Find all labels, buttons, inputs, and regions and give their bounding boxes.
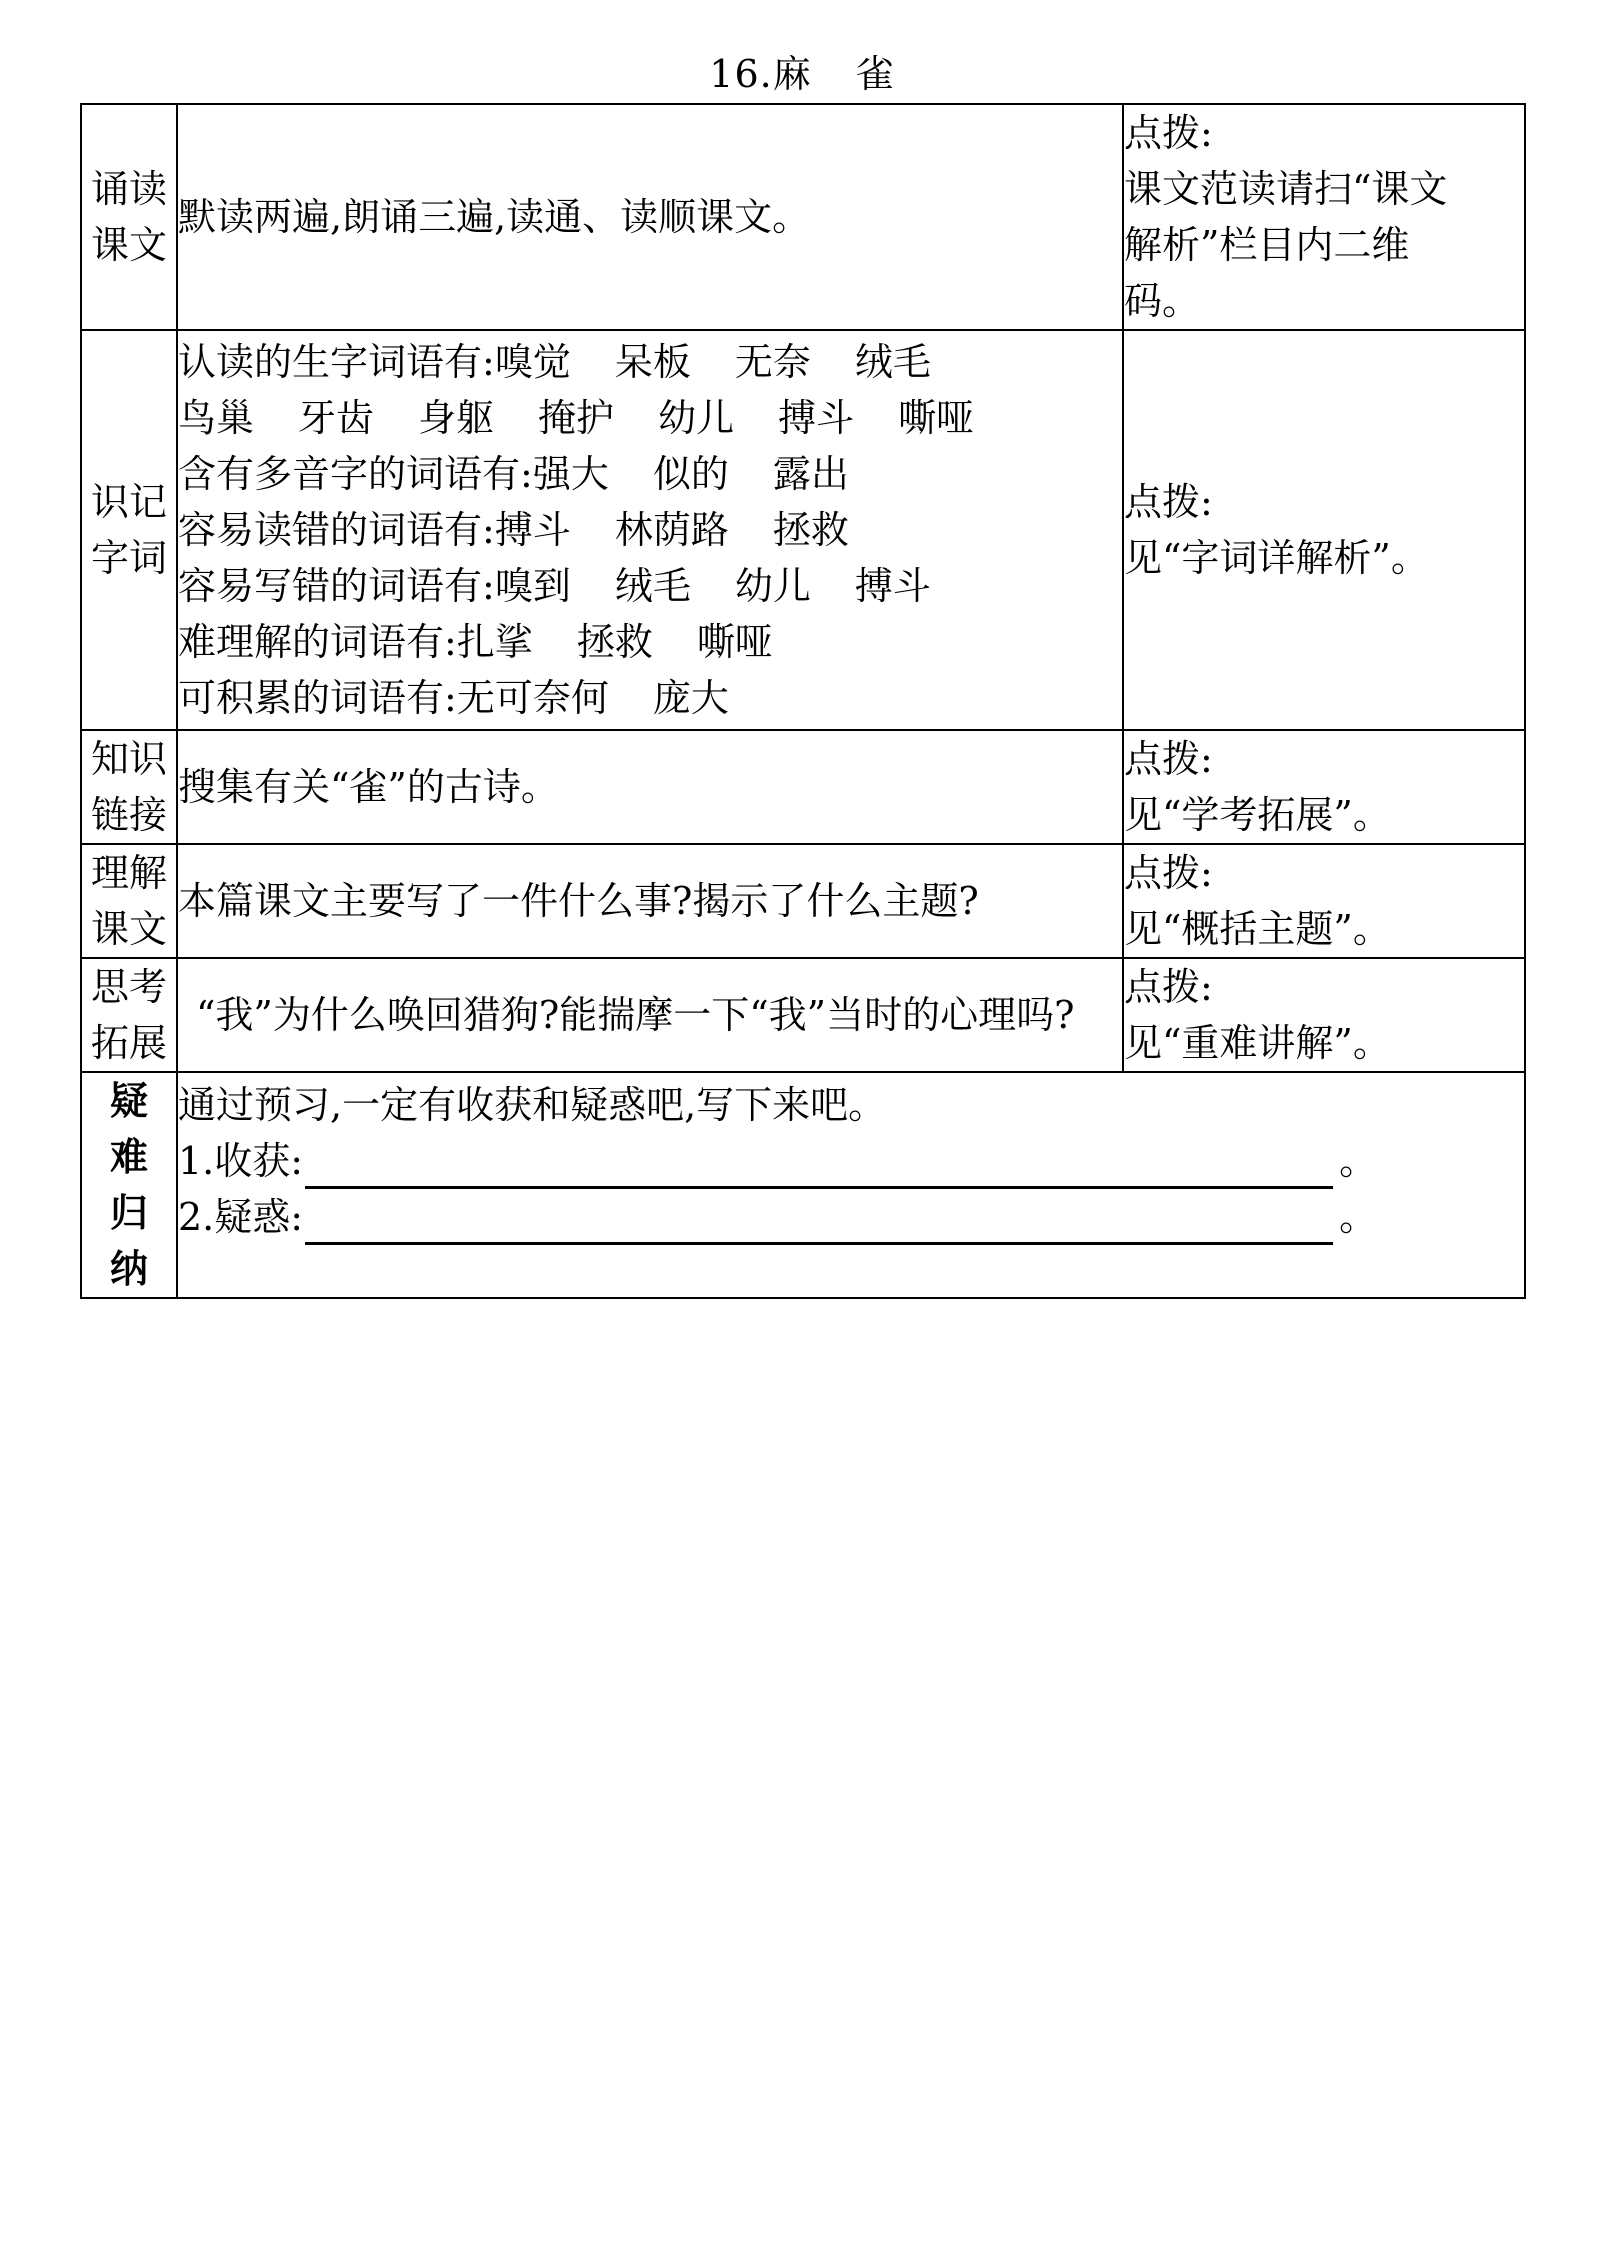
words-content: [177, 330, 1123, 730]
title-char-2: 雀: [855, 52, 895, 96]
word-line: 难理解的词语有:扎挲 拯救 嘶哑: [178, 620, 773, 664]
knowledge-tip: 点拨: 见“学考拓展”。: [1123, 730, 1525, 844]
row-label-summary: 疑 难 归 纳: [81, 1072, 177, 1298]
gain-input-line[interactable]: [305, 1146, 1333, 1189]
summary-content: [177, 1072, 1525, 1298]
title-char-1: 麻: [772, 52, 812, 96]
row-label-words: 识记 字词: [81, 330, 177, 730]
doubt-line: 2.疑惑: 。: [178, 1189, 1524, 1245]
row-read-text: [81, 104, 1525, 330]
row-think: [81, 958, 1525, 1072]
understand-tip: 点拨: 见“概括主题”。: [1123, 844, 1525, 958]
words-tip: 点拨: 见“字词详解析”。: [1123, 330, 1525, 730]
row-label-knowledge: 知识 链接: [81, 730, 177, 844]
word-line: 容易读错的词语有:搏斗 林荫路 拯救: [178, 508, 849, 552]
row-label-think: 思考 拓展: [81, 958, 177, 1072]
read-tip: 点拨: 课文范读请扫“课文 解析”栏目内二维 码。: [1123, 104, 1525, 330]
knowledge-content: 搜集有关“雀”的古诗。: [177, 730, 1123, 844]
page-title: [0, 44, 1604, 104]
word-line: 可积累的词语有:无可奈何 庞大: [178, 676, 729, 720]
word-line: 含有多音字的词语有:强大 似的 露出: [178, 452, 849, 496]
row-understand: [81, 844, 1525, 958]
row-knowledge: [81, 730, 1525, 844]
gain-line: 1.收获: 。: [178, 1133, 1524, 1189]
doubt-input-line[interactable]: [305, 1202, 1333, 1245]
preview-table: [80, 103, 1526, 1299]
understand-content: 本篇课文主要写了一件什么事?揭示了什么主题?: [177, 844, 1123, 958]
summary-intro: 通过预习,一定有收获和疑惑吧,写下来吧。: [178, 1083, 887, 1127]
title-number: 16.: [709, 52, 773, 96]
row-words: [81, 330, 1525, 730]
row-summary: [81, 1072, 1525, 1298]
think-tip: 点拨: 见“重难讲解”。: [1123, 958, 1525, 1072]
think-content: “我”为什么唤回猎狗?能揣摩一下“我”当时的心理吗?: [177, 958, 1123, 1072]
word-line: 容易写错的词语有:嗅到 绒毛 幼儿 搏斗: [178, 564, 931, 608]
row-label-understand: 理解 课文: [81, 844, 177, 958]
row-label-read: 诵读 课文: [81, 104, 177, 330]
read-content: 默读两遍,朗诵三遍,读通、读顺课文。: [177, 104, 1123, 330]
word-line: 认读的生字词语有:嗅觉 呆板 无奈 绒毛: [178, 340, 931, 384]
word-line: 鸟巢 牙齿 身躯 掩护 幼儿 搏斗 嘶哑: [178, 396, 975, 440]
